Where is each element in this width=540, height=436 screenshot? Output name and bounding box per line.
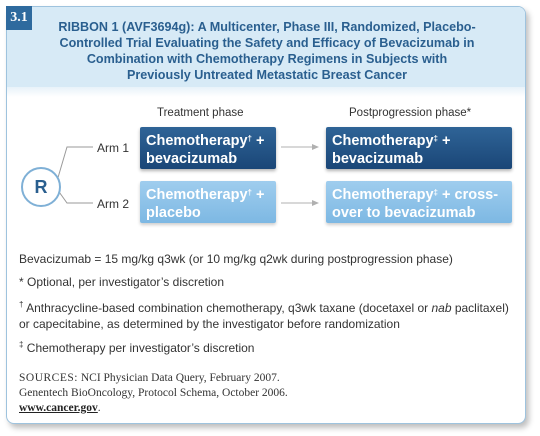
box-text: + — [437, 133, 451, 149]
arm2-arrow-head — [312, 200, 319, 206]
footnote-mark: ‡ — [19, 340, 24, 349]
arm2-label: Arm 2 — [97, 197, 130, 211]
asterisk-footnote: * Optional, per investigator’s discretion — [19, 275, 224, 289]
link-suffix: . — [97, 402, 101, 414]
double-dagger-footnote — [19, 337, 254, 356]
arm1-arrow-head — [312, 144, 319, 150]
footnote-text: Anthracycline-based combination chemotherapy, q3wk taxane (docetaxel or — [23, 301, 432, 315]
box-text: placebo — [146, 205, 201, 221]
source-line-2: Genentech BioOncology, Protocol Schema, October 2006. — [19, 387, 288, 399]
box-text: bevacizumab — [146, 151, 238, 167]
arm2-treatment-box — [140, 181, 276, 223]
footnote-text: Chemotherapy per investigator’s discretion — [23, 341, 255, 355]
box-text: over to bevacizumab — [332, 205, 476, 221]
sources-label: SOURCES: — [19, 372, 78, 384]
arm1-label: Arm 1 — [97, 141, 130, 155]
treatment-phase-label: Treatment phase — [157, 107, 244, 119]
source-line-1: NCI Physician Data Query, February 2007. — [77, 372, 280, 384]
box-text: + — [251, 133, 265, 149]
arm1-branch-line — [57, 147, 93, 181]
footnote-mark: † — [247, 134, 252, 143]
postprogression-phase-label: Postprogression phase* — [349, 107, 472, 119]
footnote-mark: ‡ — [433, 188, 438, 197]
arm2-postprogression-box — [326, 181, 512, 223]
box-text: Chemotherapy — [332, 133, 434, 149]
box-text: + — [251, 187, 265, 203]
cancer-gov-link[interactable]: www.cancer.gov — [19, 402, 98, 414]
figure-title: RIBBON 1 (AVF3694g): A Multicenter, Phase III, Randomized, Placebo-Controlled Trial Evaluating the Safety and Efficacy of Bevacizumab in Combination with Chemotherapy Regimens in Subjects with Previously Untreated Metastatic Breast Cancer — [58, 20, 476, 82]
box-text: bevacizumab — [332, 151, 424, 167]
box-text: Chemotherapy — [146, 133, 248, 149]
footnote-text: or capecitabine, as determined by the investigator before randomization — [19, 317, 400, 331]
footnote-mark: † — [19, 300, 24, 309]
arm1-postprogression-box — [326, 127, 512, 169]
box-text: + cross- — [437, 187, 499, 203]
footnote-mark: ‡ — [433, 134, 438, 143]
dosing-note: Bevacizumab = 15 mg/kg q3wk (or 10 mg/kg q2wk during postprogression phase) — [19, 252, 453, 266]
figure-card — [6, 6, 526, 424]
box-text: Chemotherapy — [146, 187, 248, 203]
randomize-node: R — [21, 167, 61, 207]
footnote-mark: † — [247, 188, 252, 197]
dagger-footnote — [19, 297, 509, 332]
arm1-treatment-box — [140, 127, 276, 169]
figure-number-badge: 3.1 — [6, 6, 32, 30]
footnote-text: paclitaxel) — [451, 301, 509, 315]
box-text: Chemotherapy — [332, 187, 434, 203]
footnote-italic-text: nab — [431, 301, 452, 315]
sources-block — [19, 371, 288, 416]
arm2-branch-line — [57, 189, 93, 203]
